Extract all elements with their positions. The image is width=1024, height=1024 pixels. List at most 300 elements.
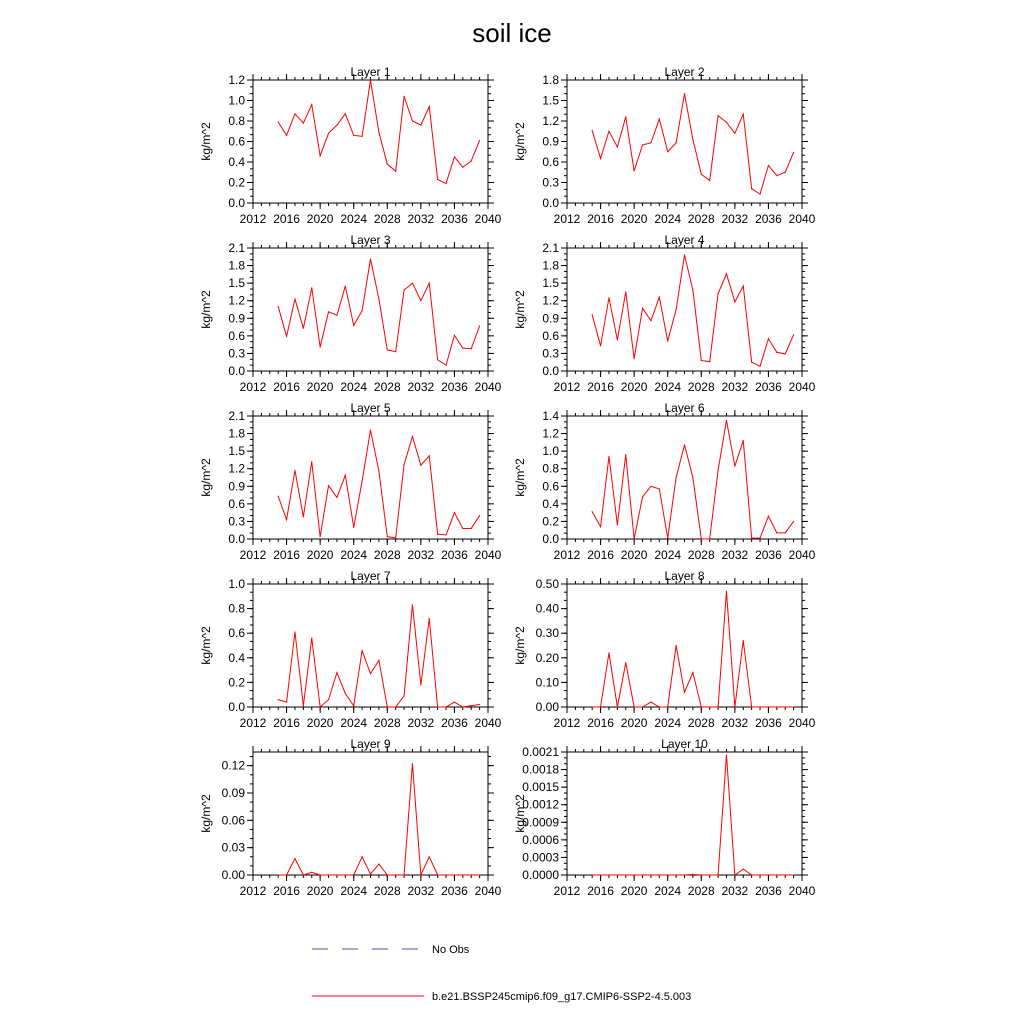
data-point xyxy=(592,511,593,512)
y-tick-label: 0.6 xyxy=(542,155,559,169)
x-tick-label: 2012 xyxy=(553,884,581,898)
data-point xyxy=(743,440,744,441)
data-point xyxy=(701,360,702,361)
x-tick-label: 2016 xyxy=(273,380,300,394)
data-point xyxy=(345,113,346,114)
data-point xyxy=(420,300,421,301)
data-point xyxy=(726,122,727,123)
data-point xyxy=(353,874,354,875)
x-tick-label: 2024 xyxy=(654,716,682,730)
y-tick-label: 0.0006 xyxy=(522,832,559,847)
x-tick-label: 2032 xyxy=(721,212,749,226)
x-tick-label: 2032 xyxy=(407,212,435,226)
y-tick-label: 0.0015 xyxy=(522,780,559,795)
data-point xyxy=(420,684,421,685)
data-point xyxy=(303,874,304,875)
data-point xyxy=(412,763,413,764)
data-point xyxy=(437,179,438,180)
data-point xyxy=(667,706,668,707)
x-tick-label: 2016 xyxy=(273,716,300,730)
data-point xyxy=(429,618,430,619)
data-point xyxy=(445,365,446,366)
plot-frame xyxy=(567,80,802,203)
data-point xyxy=(303,122,304,123)
data-point xyxy=(471,705,472,706)
x-tick-label: 2024 xyxy=(340,380,368,394)
data-point xyxy=(454,701,455,702)
data-point xyxy=(776,706,777,707)
data-point xyxy=(320,346,321,347)
data-point xyxy=(336,874,337,875)
data-point xyxy=(403,96,404,97)
data-point xyxy=(345,285,346,286)
data-point xyxy=(387,163,388,164)
data-point xyxy=(759,194,760,195)
data-point xyxy=(667,341,668,342)
data-point xyxy=(650,142,651,143)
data-point xyxy=(387,349,388,350)
x-tick-label: 2020 xyxy=(306,548,334,562)
data-point xyxy=(395,537,396,538)
data-point xyxy=(353,325,354,326)
data-point xyxy=(717,874,718,875)
y-tick-label: 0.40 xyxy=(535,601,559,616)
x-tick-label: 2032 xyxy=(407,548,435,562)
data-point xyxy=(734,465,735,466)
panel-5 xyxy=(199,401,502,562)
data-point xyxy=(726,420,727,421)
data-point xyxy=(362,856,363,857)
data-point xyxy=(303,328,304,329)
y-tick-label: 0.0009 xyxy=(522,815,559,830)
y-tick-label: 0.6 xyxy=(542,479,559,494)
data-point xyxy=(659,874,660,875)
x-tick-label: 2020 xyxy=(306,884,334,898)
x-tick-label: 2036 xyxy=(755,716,782,730)
y-axis-label: kg/m^2 xyxy=(513,458,527,497)
data-point xyxy=(286,336,287,337)
y-tick-label: 0.10 xyxy=(535,675,559,690)
plot-frame xyxy=(253,416,488,539)
data-point xyxy=(734,874,735,875)
data-point xyxy=(642,706,643,707)
data-point xyxy=(608,456,609,457)
data-point xyxy=(734,301,735,302)
data-point xyxy=(608,652,609,653)
data-point xyxy=(294,298,295,299)
data-point xyxy=(370,673,371,674)
data-point xyxy=(709,706,710,707)
data-point xyxy=(294,470,295,471)
data-point xyxy=(412,120,413,121)
x-tick-label: 2028 xyxy=(373,884,401,898)
data-point xyxy=(667,874,668,875)
data-point xyxy=(462,348,463,349)
data-point xyxy=(701,538,702,539)
y-tick-label: 1.2 xyxy=(228,461,245,476)
x-tick-label: 2024 xyxy=(340,884,368,898)
data-point xyxy=(328,874,329,875)
data-point xyxy=(768,874,769,875)
panel-10 xyxy=(513,737,816,898)
data-point xyxy=(336,672,337,673)
data-point xyxy=(684,692,685,693)
data-point xyxy=(701,706,702,707)
data-point xyxy=(785,874,786,875)
data-point xyxy=(793,874,794,875)
data-point xyxy=(625,116,626,117)
y-axis-label: kg/m^2 xyxy=(199,290,213,329)
data-point xyxy=(362,480,363,481)
y-tick-label: 0.30 xyxy=(535,626,559,641)
x-tick-label: 2016 xyxy=(587,380,614,394)
x-tick-label: 2012 xyxy=(239,212,267,226)
data-point xyxy=(793,706,794,707)
data-point xyxy=(370,429,371,430)
data-point xyxy=(759,366,760,367)
y-tick-label: 0.9 xyxy=(228,311,245,326)
x-tick-label: 2036 xyxy=(755,212,782,226)
x-tick-label: 2024 xyxy=(654,548,682,562)
panel-4 xyxy=(513,233,816,394)
data-point xyxy=(328,133,329,134)
data-point xyxy=(617,524,618,525)
data-point xyxy=(600,345,601,346)
x-tick-label: 2020 xyxy=(306,212,334,226)
y-axis-label: kg/m^2 xyxy=(513,794,527,833)
plot-frame xyxy=(253,80,488,203)
data-point xyxy=(454,335,455,336)
data-point xyxy=(403,874,404,875)
x-tick-label: 2020 xyxy=(620,548,648,562)
data-point xyxy=(692,290,693,291)
data-point xyxy=(751,706,752,707)
data-point xyxy=(320,536,321,537)
data-point xyxy=(592,706,593,707)
y-tick-label: 1.2 xyxy=(542,114,559,128)
data-point xyxy=(479,515,480,516)
y-tick-label: 0.8 xyxy=(228,601,245,616)
data-point xyxy=(479,325,480,326)
data-point xyxy=(751,874,752,875)
x-tick-label: 2020 xyxy=(306,716,334,730)
data-point xyxy=(320,706,321,707)
data-point xyxy=(759,538,760,539)
x-tick-label: 2036 xyxy=(441,716,468,730)
data-point xyxy=(634,170,635,171)
data-point xyxy=(743,869,744,870)
data-point xyxy=(429,455,430,456)
panel-title: Layer 7 xyxy=(350,569,391,583)
y-tick-label: 0.0018 xyxy=(522,762,559,777)
data-point xyxy=(437,359,438,360)
data-point xyxy=(726,273,727,274)
data-point xyxy=(471,528,472,529)
panel-title: Layer 10 xyxy=(661,737,708,751)
data-point xyxy=(462,706,463,707)
data-point xyxy=(743,114,744,115)
x-tick-label: 2028 xyxy=(373,548,401,562)
data-point xyxy=(437,706,438,707)
data-point xyxy=(387,536,388,537)
data-point xyxy=(311,287,312,288)
y-tick-label: 0.6 xyxy=(228,496,245,511)
data-point xyxy=(479,874,480,875)
x-tick-label: 2040 xyxy=(788,380,816,394)
plot-frame xyxy=(253,248,488,371)
data-point xyxy=(387,874,388,875)
x-tick-label: 2028 xyxy=(687,212,715,226)
data-point xyxy=(734,133,735,134)
data-point xyxy=(471,874,472,875)
x-tick-label: 2028 xyxy=(373,380,401,394)
data-point xyxy=(286,519,287,520)
y-tick-label: 0.9 xyxy=(228,479,245,494)
data-point xyxy=(328,311,329,312)
data-point xyxy=(303,705,304,706)
data-point xyxy=(294,858,295,859)
y-tick-label: 0.0 xyxy=(228,364,245,378)
data-point xyxy=(278,121,279,122)
data-point xyxy=(345,693,346,694)
data-point xyxy=(743,285,744,286)
x-tick-label: 2012 xyxy=(553,212,581,226)
series-line xyxy=(278,764,479,875)
x-tick-label: 2028 xyxy=(687,716,715,730)
y-axis-label: kg/m^2 xyxy=(199,122,213,161)
data-point xyxy=(642,144,643,145)
x-tick-label: 2032 xyxy=(721,548,749,562)
data-point xyxy=(642,874,643,875)
x-tick-label: 2028 xyxy=(687,884,715,898)
data-point xyxy=(336,125,337,126)
data-point xyxy=(743,640,744,641)
data-point xyxy=(608,131,609,132)
y-tick-label: 0.3 xyxy=(542,175,559,190)
data-point xyxy=(445,183,446,184)
y-tick-label: 0.6 xyxy=(228,626,245,641)
y-tick-label: 1.4 xyxy=(542,409,559,423)
x-tick-label: 2024 xyxy=(654,212,682,226)
panel-title: Layer 8 xyxy=(664,569,705,583)
data-point xyxy=(785,706,786,707)
x-tick-label: 2016 xyxy=(273,884,300,898)
x-tick-label: 2020 xyxy=(620,884,648,898)
data-point xyxy=(420,465,421,466)
data-point xyxy=(659,706,660,707)
series-line xyxy=(592,591,793,707)
data-point xyxy=(785,172,786,173)
y-tick-label: 0.2 xyxy=(228,175,245,190)
data-point xyxy=(684,254,685,255)
data-point xyxy=(692,672,693,673)
data-point xyxy=(395,874,396,875)
data-point xyxy=(336,315,337,316)
data-point xyxy=(412,283,413,284)
data-point xyxy=(608,297,609,298)
y-tick-label: 0.4 xyxy=(542,496,559,511)
x-tick-label: 2028 xyxy=(687,548,715,562)
data-point xyxy=(412,604,413,605)
plot-frame xyxy=(567,248,802,371)
data-point xyxy=(420,125,421,126)
x-tick-label: 2020 xyxy=(620,212,648,226)
panel-title: Layer 4 xyxy=(664,233,705,247)
y-tick-label: 1.8 xyxy=(542,258,559,273)
y-tick-label: 0.0 xyxy=(542,364,559,378)
data-point xyxy=(320,155,321,156)
data-point xyxy=(659,488,660,489)
x-tick-label: 2032 xyxy=(407,716,435,730)
x-tick-label: 2036 xyxy=(755,548,782,562)
y-tick-label: 0.09 xyxy=(221,786,245,800)
data-point xyxy=(659,118,660,119)
data-point xyxy=(726,754,727,755)
panels xyxy=(199,65,816,898)
legend-label: b.e21.BSSP245cmip6.f09_g17.CMIP6-SSP2-4.5.003 xyxy=(432,991,692,1003)
x-tick-label: 2040 xyxy=(474,212,502,226)
data-point xyxy=(793,334,794,335)
data-point xyxy=(768,706,769,707)
x-tick-label: 2036 xyxy=(441,380,468,394)
data-point xyxy=(362,650,363,651)
data-point xyxy=(642,308,643,309)
panel-1 xyxy=(199,65,502,226)
panel-title: Layer 1 xyxy=(350,65,391,79)
y-tick-label: 0.4 xyxy=(228,155,245,169)
data-point xyxy=(785,353,786,354)
y-tick-label: 0.0003 xyxy=(522,850,559,865)
y-tick-label: 0.12 xyxy=(221,758,245,773)
legend-label: No Obs xyxy=(432,944,470,956)
data-point xyxy=(353,527,354,528)
data-point xyxy=(378,132,379,133)
y-tick-label: 0.0021 xyxy=(522,745,559,759)
x-tick-label: 2028 xyxy=(373,212,401,226)
data-point xyxy=(370,873,371,874)
data-point xyxy=(776,175,777,176)
data-point xyxy=(378,470,379,471)
x-tick-label: 2036 xyxy=(441,884,468,898)
y-tick-label: 0.2 xyxy=(228,675,245,690)
data-point xyxy=(776,352,777,353)
data-point xyxy=(437,534,438,535)
panel-9 xyxy=(199,737,502,898)
data-point xyxy=(692,139,693,140)
x-tick-label: 2032 xyxy=(407,884,435,898)
data-point xyxy=(776,532,777,533)
data-point xyxy=(311,638,312,639)
data-point xyxy=(676,142,677,143)
panel-title: Layer 6 xyxy=(664,401,705,415)
data-point xyxy=(709,874,710,875)
panel-2 xyxy=(513,65,816,226)
x-tick-label: 2012 xyxy=(239,716,267,730)
y-tick-label: 0.9 xyxy=(542,134,559,149)
panel-title: Layer 5 xyxy=(350,401,391,415)
panel-title: Layer 2 xyxy=(664,65,705,79)
y-axis-label: kg/m^2 xyxy=(513,290,527,329)
y-tick-label: 1.5 xyxy=(542,93,559,108)
y-tick-label: 1.0 xyxy=(228,577,245,591)
x-tick-label: 2012 xyxy=(553,380,581,394)
y-tick-label: 1.2 xyxy=(542,426,559,441)
data-point xyxy=(625,291,626,292)
data-point xyxy=(751,538,752,539)
x-tick-label: 2036 xyxy=(441,548,468,562)
y-tick-label: 0.0 xyxy=(542,532,559,546)
data-point xyxy=(692,477,693,478)
panel-title: Layer 3 xyxy=(350,233,391,247)
data-point xyxy=(462,528,463,529)
data-point xyxy=(336,497,337,498)
data-point xyxy=(650,486,651,487)
data-point xyxy=(303,516,304,517)
x-tick-label: 2016 xyxy=(587,212,614,226)
x-tick-label: 2032 xyxy=(721,716,749,730)
data-point xyxy=(684,93,685,94)
data-point xyxy=(717,470,718,471)
y-tick-label: 0.0 xyxy=(542,196,559,210)
x-tick-label: 2040 xyxy=(474,380,502,394)
panel-title: Layer 9 xyxy=(350,737,391,751)
panel-8 xyxy=(513,569,816,730)
y-tick-label: 0.0 xyxy=(228,532,245,546)
x-tick-label: 2028 xyxy=(687,380,715,394)
data-point xyxy=(709,180,710,181)
y-tick-label: 0.6 xyxy=(228,134,245,149)
y-tick-label: 1.5 xyxy=(228,276,245,291)
data-point xyxy=(650,874,651,875)
data-point xyxy=(759,874,760,875)
data-point xyxy=(676,477,677,478)
data-point xyxy=(462,167,463,168)
data-point xyxy=(776,874,777,875)
y-tick-label: 1.0 xyxy=(542,444,559,459)
data-point xyxy=(634,358,635,359)
data-point xyxy=(625,874,626,875)
data-point xyxy=(345,475,346,476)
x-tick-label: 2012 xyxy=(239,380,267,394)
data-point xyxy=(634,538,635,539)
data-point xyxy=(734,706,735,707)
x-tick-label: 2016 xyxy=(587,884,614,898)
data-point xyxy=(701,174,702,175)
x-tick-label: 2036 xyxy=(441,212,468,226)
data-point xyxy=(479,140,480,141)
data-point xyxy=(650,320,651,321)
y-tick-label: 1.2 xyxy=(228,73,245,87)
data-point xyxy=(701,874,702,875)
figure-title: soil ice xyxy=(472,18,552,48)
x-tick-label: 2040 xyxy=(474,884,502,898)
data-point xyxy=(751,188,752,189)
data-point xyxy=(362,136,363,137)
data-point xyxy=(634,874,635,875)
y-tick-label: 0.9 xyxy=(542,311,559,326)
x-tick-label: 2032 xyxy=(407,380,435,394)
series-line xyxy=(278,430,479,538)
y-tick-label: 0.3 xyxy=(228,346,245,361)
x-tick-label: 2020 xyxy=(306,380,334,394)
data-point xyxy=(370,79,371,80)
data-point xyxy=(676,309,677,310)
x-tick-label: 2016 xyxy=(273,548,300,562)
data-point xyxy=(751,362,752,363)
data-point xyxy=(278,306,279,307)
x-tick-label: 2016 xyxy=(587,716,614,730)
y-tick-label: 1.5 xyxy=(542,276,559,291)
